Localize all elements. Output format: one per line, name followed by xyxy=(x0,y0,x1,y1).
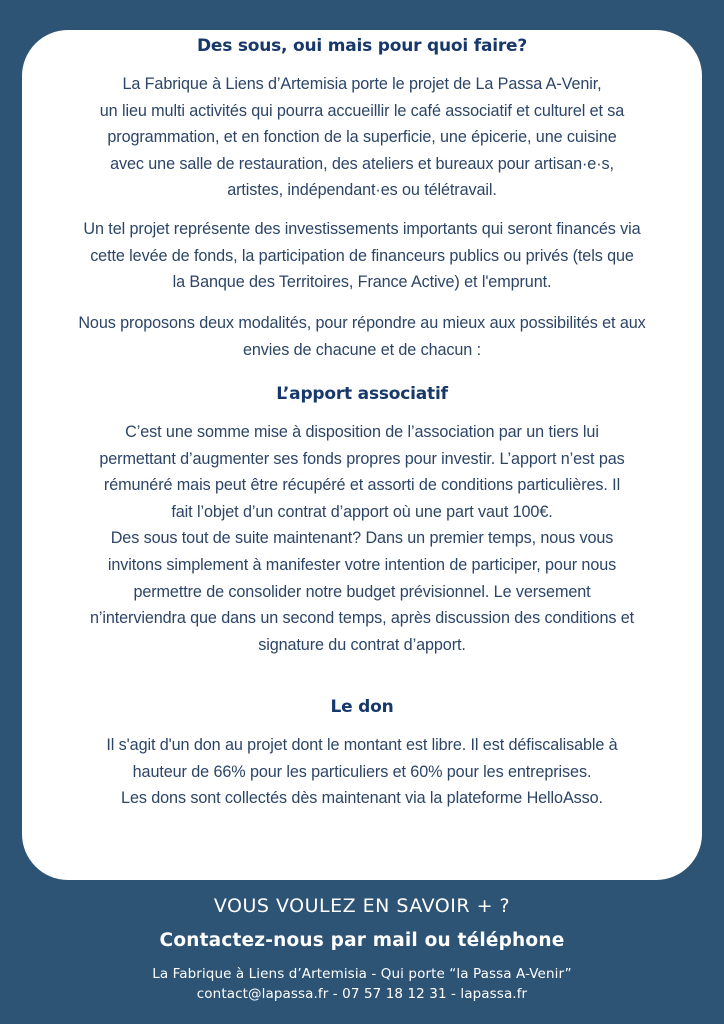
apport-line: Des sous tout de suite maintenant? Dans un premier temps, nous vous xyxy=(110,529,614,548)
modalities-paragraph xyxy=(22,310,702,363)
apport-line: permettre de consolider notre budget prévisionnel. Le versement xyxy=(133,582,591,601)
page-title: Des sous, oui mais pour quoi faire? xyxy=(196,36,528,56)
investment-line: la Banque des Territoires, France Active) et l'emprunt. xyxy=(172,273,552,292)
don-heading: Le don xyxy=(330,697,394,717)
contact-email-link[interactable]: contact@lapassa.fr xyxy=(196,986,329,1002)
footer-subtitle: Contactez-nous par mail ou téléphone xyxy=(159,930,565,951)
intro-line: artistes, indépendant·es ou télétravail. xyxy=(227,181,497,200)
website-link[interactable]: lapassa.fr xyxy=(460,986,528,1002)
separator: - xyxy=(328,986,343,1002)
apport-heading: L’apport associatif xyxy=(276,384,448,404)
intro-line: La Fabrique à Liens d’Artemisia porte le projet de La Passa A-Venir, xyxy=(122,75,602,93)
modalities-line: Nous proposons deux modalités, pour répondre au mieux aux possibilités et aux xyxy=(78,314,646,332)
intro-line: programmation, et en fonction de la superficie, une épicerie, une cuisine xyxy=(107,128,617,147)
intro-line: avec une salle de restauration, des ateliers et bureaux pour artisan·e·s, xyxy=(110,154,614,173)
apport-line: rémunéré mais peut être récupéré et assorti de conditions particulières. Il xyxy=(103,476,621,495)
apport-line: invitons simplement à manifester votre intention de participer, pour nous xyxy=(107,555,617,574)
apport-line: permettant d’augmenter ses fonds propres pour investir. L’apport n’est pas xyxy=(99,449,625,468)
apport-line: n’interviendra que dans un second temps, après discussion des conditions et xyxy=(89,609,635,628)
footer-title: VOUS VOULEZ EN SAVOIR + ? xyxy=(213,895,511,917)
investment-line: cette levée de fonds, la participation de financeurs publics ou privés (tels que xyxy=(90,246,634,265)
intro-line: un lieu multi activités qui pourra accueillir le café associatif et culturel et sa xyxy=(99,101,625,120)
apport-paragraph xyxy=(22,419,702,658)
content-card xyxy=(22,30,702,880)
investment-line: Un tel projet représente des investissements importants qui seront financés via xyxy=(83,220,641,238)
don-line: Les dons sont collectés dès maintenant via la plateforme HelloAsso. xyxy=(121,789,603,808)
apport-line: signature du contrat d’apport. xyxy=(258,635,466,654)
intro-paragraph xyxy=(22,71,702,204)
contact-phone-link[interactable]: 07 57 18 12 31 xyxy=(342,986,447,1002)
footer-contact-line xyxy=(0,984,724,1004)
investment-paragraph xyxy=(22,216,702,296)
don-line: hauteur de 66% pour les particuliers et 60% pour les entreprises. xyxy=(132,762,592,781)
apport-line: C’est une somme mise à disposition de l’association par un tiers lui xyxy=(125,423,599,441)
separator: - xyxy=(446,986,461,1002)
footer-org-line: La Fabrique à Liens d’Artemisia - Qui porte “la Passa A-Venir” xyxy=(152,966,572,982)
apport-line: fait l’objet d’un contrat d’apport où une part vaut 100€. xyxy=(171,502,553,521)
modalities-line: envies de chacune et de chacun : xyxy=(243,340,481,359)
don-paragraph xyxy=(22,732,702,812)
don-line: Il s'agit d'un don au projet dont le montant est libre. Il est défiscalisable à xyxy=(106,736,618,754)
